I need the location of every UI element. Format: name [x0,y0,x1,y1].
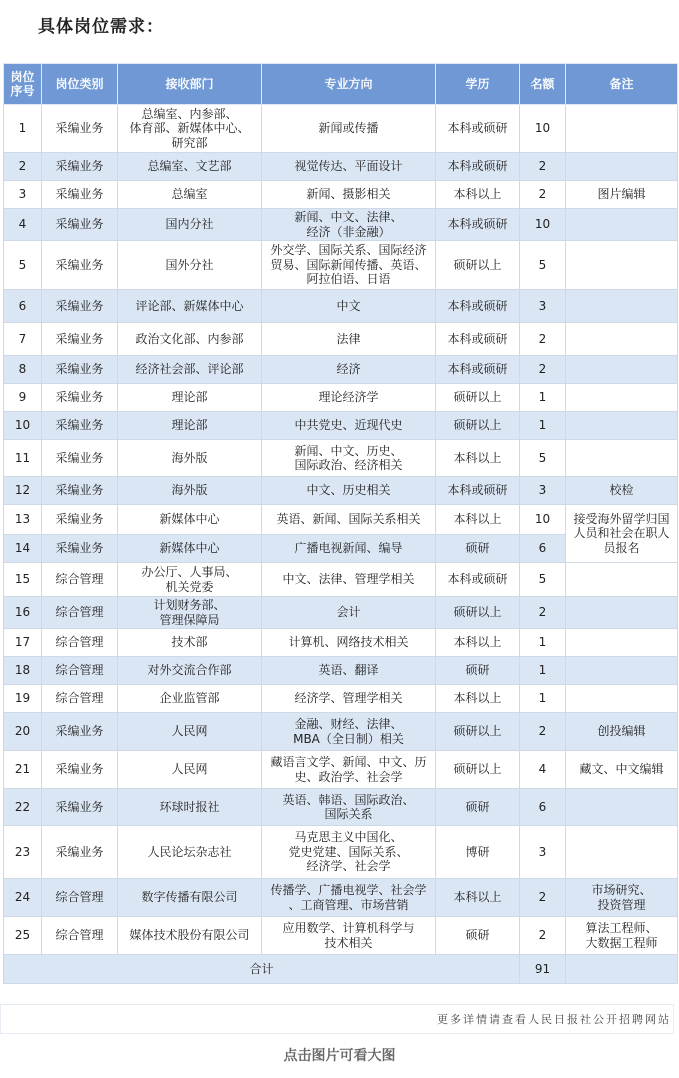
cell-category: 采编业务 [42,789,118,826]
cell-quota: 2 [520,181,566,209]
cell-education: 本科以上 [436,685,520,713]
cell-category: 采编业务 [42,412,118,440]
job-requirements-table [3,63,678,984]
cell-seq: 12 [4,477,42,505]
header-remarks: 备注 [566,64,678,105]
table-row [4,789,678,826]
cell-remarks [566,209,678,241]
cell-seq: 15 [4,563,42,597]
cell-category: 采编业务 [42,290,118,323]
cell-major: 新闻或传播 [262,105,436,153]
cell-seq: 18 [4,657,42,685]
cell-remarks [566,290,678,323]
cell-department: 对外交流合作部 [118,657,262,685]
cell-education: 本科以上 [436,440,520,477]
cell-category: 采编业务 [42,751,118,789]
table-row [4,181,678,209]
cell-department: 政治文化部、内参部 [118,323,262,356]
cell-education: 博研 [436,826,520,879]
cell-category: 采编业务 [42,826,118,879]
cell-education: 硕研以上 [436,384,520,412]
cell-remarks: 校检 [566,477,678,505]
cell-remarks [566,241,678,290]
cell-quota: 2 [520,879,566,917]
cell-quota: 3 [520,477,566,505]
cell-department: 人民论坛杂志社 [118,826,262,879]
table-row [4,879,678,917]
header-category: 岗位类别 [42,64,118,105]
cell-major: 经济 [262,356,436,384]
cell-quota: 2 [520,597,566,629]
page-heading: 具体岗位需求： [38,17,164,37]
cell-remarks [566,440,678,477]
cell-quota: 3 [520,826,566,879]
cell-remarks [566,629,678,657]
cell-category: 采编业务 [42,713,118,751]
cell-education: 硕研以上 [436,751,520,789]
table-row [4,751,678,789]
cell-quota: 6 [520,789,566,826]
cell-category: 综合管理 [42,657,118,685]
cell-seq: 25 [4,917,42,955]
cell-category: 采编业务 [42,505,118,535]
cell-quota: 1 [520,412,566,440]
cell-category: 综合管理 [42,563,118,597]
cell-department: 总编室、文艺部 [118,153,262,181]
cell-remarks [566,826,678,879]
cell-category: 采编业务 [42,384,118,412]
cell-major: 传播学、广播电视学、社会学 、工商管理、市场营销 [262,879,436,917]
cell-major: 金融、财经、法律、 MBA（全日制）相关 [262,713,436,751]
cell-quota: 10 [520,209,566,241]
cell-major: 新闻、摄影相关 [262,181,436,209]
cell-major: 中文、法律、管理学相关 [262,563,436,597]
cell-category: 采编业务 [42,181,118,209]
header-seq: 岗位 序号 [4,64,42,105]
table-row [4,241,678,290]
table-body [4,105,678,984]
cell-department: 计划财务部、 管理保障局 [118,597,262,629]
cell-education: 本科或硕研 [436,290,520,323]
cell-major: 藏语言文学、新闻、中文、历 史、政治学、社会学 [262,751,436,789]
cell-seq: 19 [4,685,42,713]
cell-category: 采编业务 [42,241,118,290]
cell-remarks [566,563,678,597]
table-row [4,597,678,629]
cell-major: 外交学、国际关系、国际经济 贸易、国际新闻传播、英语、 阿拉伯语、日语 [262,241,436,290]
cell-quota: 4 [520,751,566,789]
table-row [4,685,678,713]
cell-department: 经济社会部、评论部 [118,356,262,384]
cell-quota: 2 [520,713,566,751]
cell-department: 新媒体中心 [118,535,262,563]
cell-seq: 8 [4,356,42,384]
table-row [4,657,678,685]
total-remarks-empty [566,955,678,984]
cell-department: 国内分社 [118,209,262,241]
cell-department: 海外版 [118,440,262,477]
cell-remarks [566,789,678,826]
cell-department: 技术部 [118,629,262,657]
cell-major: 马克思主义中国化、 党史党建、国际关系、 经济学、社会学 [262,826,436,879]
cell-department: 总编室 [118,181,262,209]
cell-education: 本科或硕研 [436,209,520,241]
cell-seq: 22 [4,789,42,826]
table-row [4,505,678,535]
cell-category: 综合管理 [42,917,118,955]
table-row [4,629,678,657]
cell-department: 人民网 [118,713,262,751]
table-row [4,153,678,181]
cell-quota: 10 [520,105,566,153]
cell-department: 数字传播有限公司 [118,879,262,917]
cell-major: 法律 [262,323,436,356]
view-large-image-caption[interactable]: 点击图片可看大图 [283,1048,396,1064]
cell-department: 国外分社 [118,241,262,290]
cell-education: 本科或硕研 [436,563,520,597]
footer-note: 更多详情请查看人民日报社公开招聘网站 [0,1004,674,1034]
cell-education: 本科以上 [436,879,520,917]
cell-education: 硕研 [436,917,520,955]
total-value: 91 [520,955,566,984]
cell-remarks: 创投编辑 [566,713,678,751]
cell-seq: 14 [4,535,42,563]
cell-quota: 5 [520,440,566,477]
cell-remarks [566,657,678,685]
table-row [4,356,678,384]
table-row [4,917,678,955]
cell-education: 本科或硕研 [436,356,520,384]
cell-remarks [566,356,678,384]
cell-category: 综合管理 [42,685,118,713]
cell-major: 视觉传达、平面设计 [262,153,436,181]
cell-major: 中文、历史相关 [262,477,436,505]
cell-category: 采编业务 [42,535,118,563]
cell-category: 采编业务 [42,153,118,181]
cell-category: 综合管理 [42,597,118,629]
cell-remarks [566,153,678,181]
cell-major: 新闻、中文、历史、 国际政治、经济相关 [262,440,436,477]
cell-seq: 20 [4,713,42,751]
cell-department: 总编室、内参部、 体育部、新媒体中心、 研究部 [118,105,262,153]
cell-quota: 2 [520,153,566,181]
cell-category: 采编业务 [42,356,118,384]
cell-remarks: 接受海外留学归国 人员和社会在职人 员报名 [566,505,678,563]
cell-department: 新媒体中心 [118,505,262,535]
cell-seq: 21 [4,751,42,789]
cell-major: 会计 [262,597,436,629]
table-row [4,713,678,751]
cell-quota: 5 [520,563,566,597]
cell-major: 英语、韩语、国际政治、 国际关系 [262,789,436,826]
cell-quota: 2 [520,323,566,356]
cell-quota: 10 [520,505,566,535]
cell-quota: 1 [520,685,566,713]
cell-category: 采编业务 [42,209,118,241]
table-row [4,826,678,879]
cell-education: 硕研 [436,789,520,826]
table-row [4,477,678,505]
cell-seq: 1 [4,105,42,153]
table-header-row [4,64,678,105]
cell-seq: 11 [4,440,42,477]
cell-seq: 7 [4,323,42,356]
header-quota: 名额 [520,64,566,105]
cell-department: 媒体技术股份有限公司 [118,917,262,955]
cell-education: 硕研 [436,535,520,563]
cell-category: 采编业务 [42,440,118,477]
cell-quota: 1 [520,629,566,657]
cell-category: 综合管理 [42,879,118,917]
cell-remarks: 算法工程师、 大数据工程师 [566,917,678,955]
cell-major: 计算机、网络技术相关 [262,629,436,657]
cell-education: 本科以上 [436,181,520,209]
cell-education: 本科或硕研 [436,153,520,181]
table-row [4,290,678,323]
cell-major: 理论经济学 [262,384,436,412]
table-row [4,412,678,440]
cell-remarks [566,323,678,356]
cell-category: 采编业务 [42,477,118,505]
cell-department: 办公厅、人事局、 机关党委 [118,563,262,597]
cell-education: 本科以上 [436,629,520,657]
cell-seq: 2 [4,153,42,181]
cell-major: 英语、翻译 [262,657,436,685]
cell-category: 综合管理 [42,629,118,657]
table-row [4,440,678,477]
cell-seq: 13 [4,505,42,535]
cell-quota: 3 [520,290,566,323]
table-row [4,563,678,597]
cell-education: 硕研 [436,657,520,685]
cell-department: 海外版 [118,477,262,505]
cell-major: 经济学、管理学相关 [262,685,436,713]
cell-education: 本科或硕研 [436,105,520,153]
cell-department: 企业监管部 [118,685,262,713]
cell-education: 本科或硕研 [436,323,520,356]
header-department: 接收部门 [118,64,262,105]
cell-major: 广播电视新闻、编导 [262,535,436,563]
table-total-row [4,955,678,984]
header-education: 学历 [436,64,520,105]
cell-quota: 5 [520,241,566,290]
cell-education: 硕研以上 [436,597,520,629]
table-row [4,209,678,241]
cell-seq: 4 [4,209,42,241]
cell-major: 新闻、中文、法律、 经济（非金融） [262,209,436,241]
header-major: 专业方向 [262,64,436,105]
cell-remarks [566,105,678,153]
cell-quota: 1 [520,657,566,685]
cell-education: 硕研以上 [436,713,520,751]
cell-seq: 3 [4,181,42,209]
cell-department: 理论部 [118,412,262,440]
cell-remarks [566,597,678,629]
cell-seq: 17 [4,629,42,657]
cell-seq: 23 [4,826,42,879]
cell-quota: 2 [520,356,566,384]
cell-seq: 10 [4,412,42,440]
cell-department: 环球时报社 [118,789,262,826]
cell-remarks: 藏文、中文编辑 [566,751,678,789]
cell-seq: 5 [4,241,42,290]
cell-quota: 1 [520,384,566,412]
cell-education: 本科或硕研 [436,477,520,505]
table-row [4,105,678,153]
cell-category: 采编业务 [42,323,118,356]
total-label: 合计 [4,955,520,984]
cell-remarks: 图片编辑 [566,181,678,209]
cell-department: 人民网 [118,751,262,789]
table-row [4,384,678,412]
cell-remarks [566,384,678,412]
cell-department: 评论部、新媒体中心 [118,290,262,323]
cell-seq: 24 [4,879,42,917]
cell-category: 采编业务 [42,105,118,153]
cell-quota: 2 [520,917,566,955]
cell-quota: 6 [520,535,566,563]
table-row [4,323,678,356]
cell-major: 英语、新闻、国际关系相关 [262,505,436,535]
cell-education: 本科以上 [436,505,520,535]
cell-education: 硕研以上 [436,241,520,290]
cell-major: 应用数学、计算机科学与 技术相关 [262,917,436,955]
cell-major: 中文 [262,290,436,323]
cell-seq: 16 [4,597,42,629]
cell-remarks: 市场研究、 投资管理 [566,879,678,917]
cell-education: 硕研以上 [436,412,520,440]
cell-seq: 9 [4,384,42,412]
cell-remarks [566,412,678,440]
cell-seq: 6 [4,290,42,323]
cell-department: 理论部 [118,384,262,412]
cell-major: 中共党史、近现代史 [262,412,436,440]
cell-remarks [566,685,678,713]
